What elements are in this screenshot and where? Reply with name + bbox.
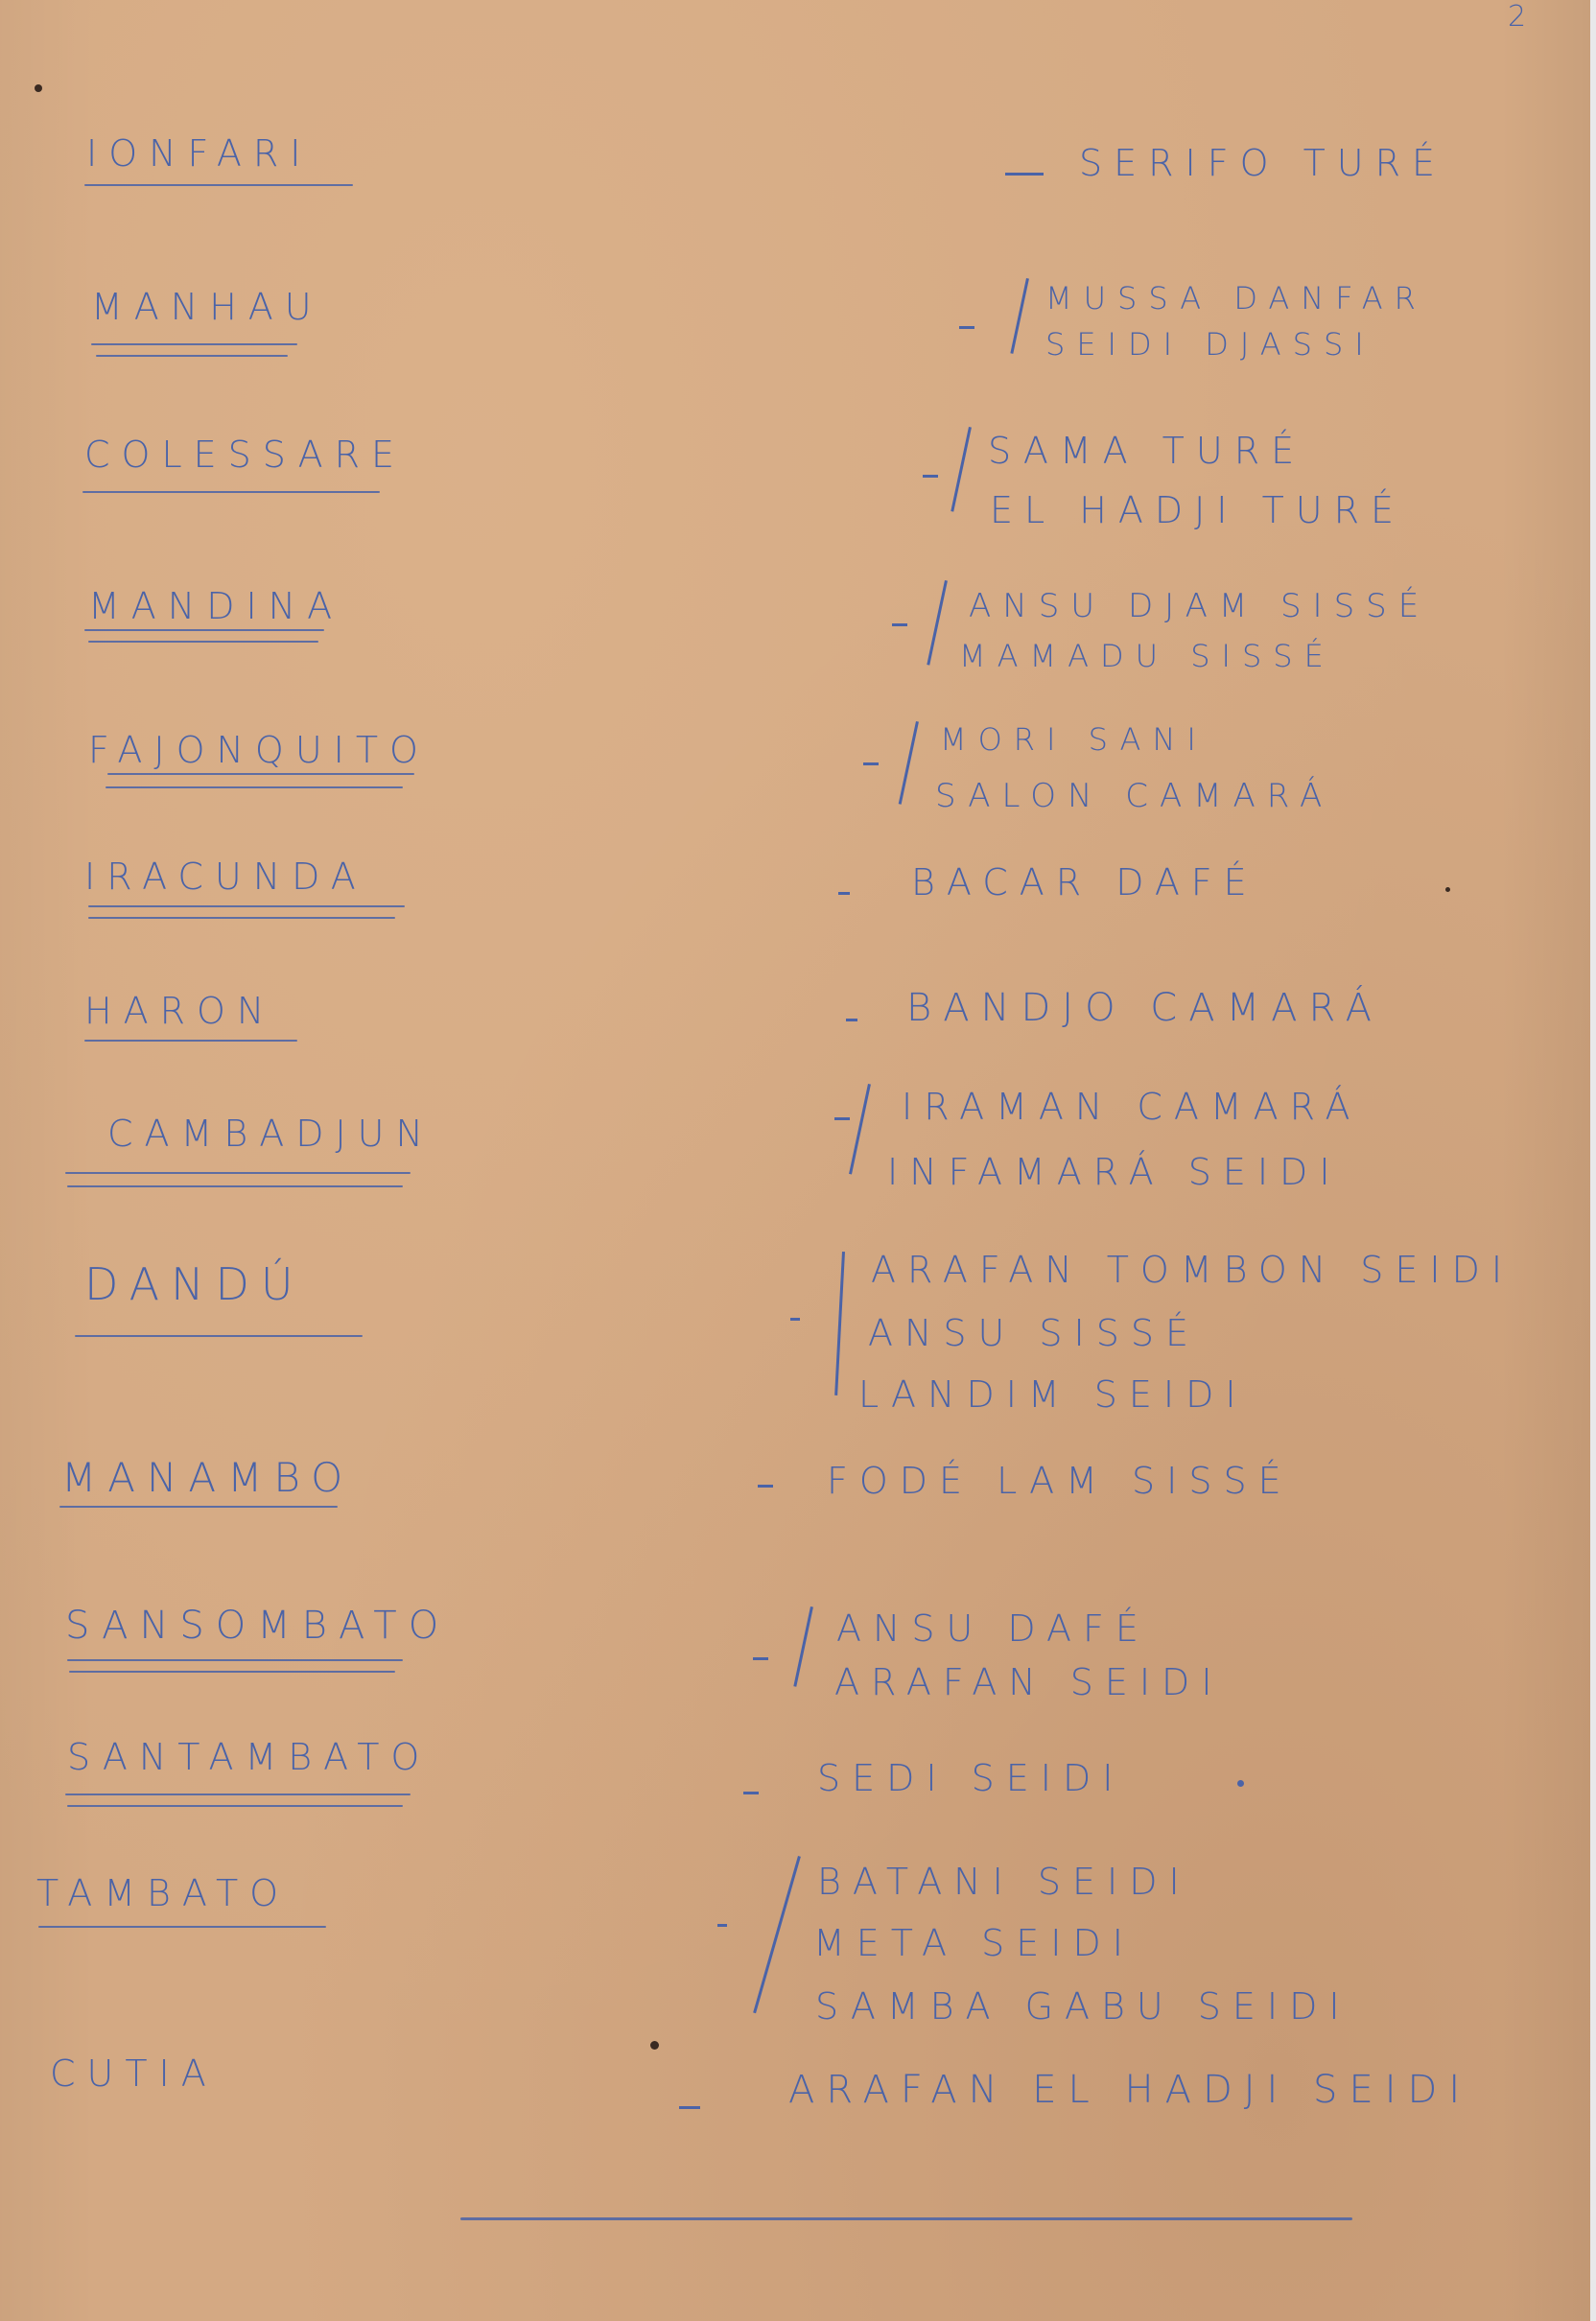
dash-marker — [717, 1924, 727, 1927]
underline — [88, 917, 395, 919]
paper-speck — [35, 84, 42, 92]
page-edge — [1590, 0, 1596, 2321]
place-name: TAMBATO — [36, 1872, 291, 1914]
bracket — [834, 1252, 845, 1395]
bracket — [753, 1856, 801, 2013]
place-name: DANDÚ — [84, 1258, 305, 1310]
underline — [84, 629, 324, 631]
place-name: SANTAMBATO — [67, 1736, 432, 1778]
underline — [96, 355, 288, 357]
person-name: IRAMAN CAMARÁ — [902, 1086, 1362, 1128]
person-name: BANDJO CAMARÁ — [906, 986, 1383, 1030]
bracket — [951, 427, 972, 512]
person-name: FODÉ LAM SISSÉ — [827, 1460, 1293, 1502]
underline — [67, 1185, 403, 1187]
underline — [65, 1794, 411, 1795]
person-name: SEDI SEIDI — [817, 1757, 1125, 1799]
underline — [107, 773, 414, 775]
bracket — [1010, 278, 1029, 354]
person-name: MUSSA DANFAR — [1045, 280, 1427, 316]
dash-marker — [1005, 173, 1044, 176]
place-name: MANDINA — [88, 585, 344, 627]
person-name: ANSU SISSÉ — [868, 1312, 1201, 1354]
place-name: MANAMBO — [61, 1454, 355, 1501]
person-name: BATANI SEIDI — [817, 1861, 1191, 1903]
underline — [69, 1671, 395, 1673]
underline — [91, 343, 297, 345]
bracket — [849, 1084, 871, 1175]
bracket — [793, 1606, 813, 1687]
place-name: HARON — [84, 990, 276, 1032]
person-name: SERIFO TURÉ — [1079, 142, 1447, 184]
dash-marker — [846, 1019, 857, 1021]
dash-marker — [758, 1485, 773, 1488]
paper-speck — [1445, 887, 1450, 892]
closing-rule — [460, 2217, 1352, 2220]
underline — [84, 1040, 297, 1042]
dash-marker — [679, 2106, 700, 2109]
person-name: SALON CAMARÁ — [935, 777, 1334, 815]
person-name: INFAMARÁ SEIDI — [887, 1151, 1342, 1193]
place-name: SANSOMBATO — [65, 1604, 451, 1648]
dash-marker — [838, 892, 850, 895]
person-name: SEIDI DJASSI — [1045, 326, 1375, 363]
dash-marker — [834, 1117, 850, 1120]
place-name: MANHAU — [91, 286, 323, 328]
person-name: ANSU DAFÉ — [836, 1607, 1150, 1650]
person-name: LANDIM SEIDI — [858, 1373, 1248, 1416]
underline — [38, 1926, 326, 1928]
dash-marker — [743, 1792, 759, 1794]
paper-speck — [650, 2041, 659, 2050]
underline — [82, 491, 380, 493]
dash-marker — [959, 326, 974, 329]
person-name: ANSU DJAM SISSÉ — [969, 587, 1431, 625]
place-name: CAMBADJUN — [107, 1113, 434, 1155]
underline — [67, 1659, 403, 1661]
place-name: CUTIA — [50, 2052, 218, 2095]
page-number: 2 — [1508, 0, 1527, 34]
bracket — [927, 580, 948, 666]
person-name: MORI SANI — [940, 721, 1208, 758]
place-name: IONFARI — [86, 132, 313, 175]
person-name: MAMADU SISSÉ — [959, 638, 1335, 674]
dash-marker — [923, 475, 938, 478]
underline — [88, 641, 318, 643]
paper-speck — [1237, 1780, 1244, 1787]
person-name: SAMBA GABU SEIDI — [815, 1985, 1351, 2028]
dash-marker — [863, 762, 879, 765]
dash-marker — [753, 1657, 768, 1660]
person-name: ARAFAN EL HADJI SEIDI — [788, 2068, 1472, 2112]
dash-marker — [790, 1318, 800, 1321]
person-name: ARAFAN TOMBON SEIDI — [871, 1249, 1514, 1291]
underline — [59, 1506, 338, 1508]
underline — [106, 786, 403, 788]
place-name: FAJONQUITO — [88, 729, 430, 771]
person-name: ARAFAN SEIDI — [834, 1661, 1224, 1703]
place-name: COLESSARE — [84, 434, 406, 476]
underline — [88, 905, 405, 907]
underline — [67, 1805, 403, 1807]
person-name: BACAR DAFÉ — [911, 861, 1258, 903]
underline — [84, 184, 353, 186]
person-name: META SEIDI — [813, 1922, 1135, 1964]
place-name: IRACUNDA — [84, 856, 367, 898]
underline — [75, 1335, 363, 1337]
person-name: SAMA TURÉ — [988, 430, 1306, 472]
bracket — [899, 721, 919, 805]
underline — [65, 1172, 411, 1174]
person-name: EL HADJI TURÉ — [990, 489, 1406, 531]
dash-marker — [892, 623, 907, 626]
